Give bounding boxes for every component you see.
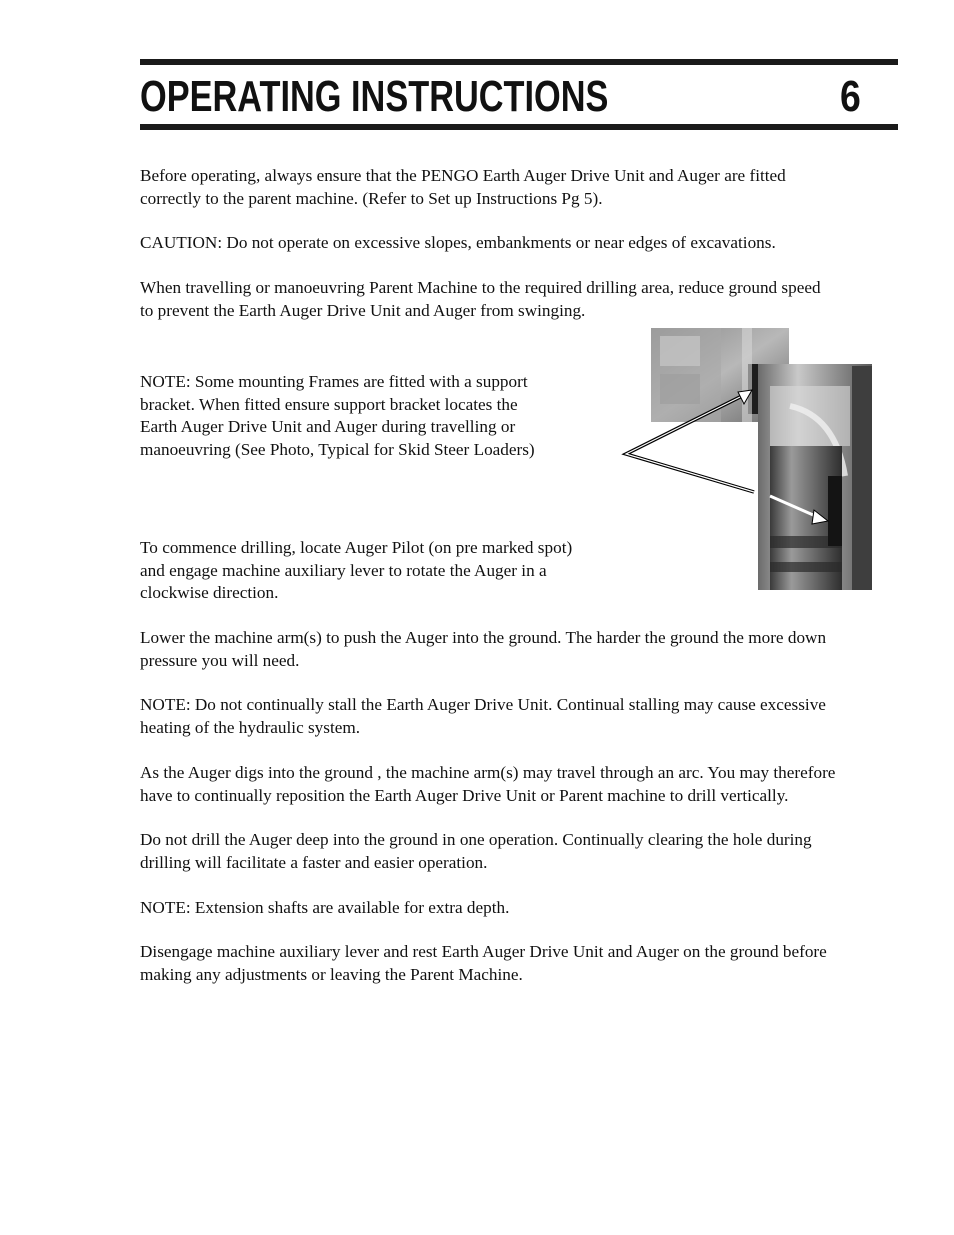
paragraph-line: Earth Auger Drive Unit and Auger during travelling or: [140, 417, 516, 436]
paragraph-line: Before operating, always ensure that the PENGO Earth Auger Drive Unit and Auger are fitted: [140, 166, 786, 185]
paragraph-line: to prevent the Earth Auger Drive Unit and Auger from swinging.: [140, 300, 586, 320]
paragraph-travelling: [140, 277, 821, 322]
paragraph-line: NOTE: Do not continually stall the Earth Auger Drive Unit. Continual stalling may cause excessive: [140, 695, 826, 714]
paragraph-line: heating of the hydraulic system.: [140, 717, 361, 737]
paragraph-line: making any adjustments or leaving the Parent Machine.: [140, 964, 523, 984]
header-rule-bottom: [140, 124, 898, 130]
paragraph-line: bracket. When fitted ensure support bracket locates the: [140, 394, 518, 414]
paragraph-line: have to continually reposition the Earth Auger Drive Unit or Parent machine to drill vertically.: [140, 785, 789, 805]
paragraph-arc-reposition: [140, 762, 835, 807]
paragraph-line: and engage machine auxiliary lever to rotate the Auger in a: [140, 560, 547, 580]
paragraph-line: pressure you will need.: [140, 650, 300, 670]
paragraph-line: To commence drilling, locate Auger Pilot (on pre marked spot): [140, 538, 573, 557]
paragraph-line: correctly to the parent machine. (Refer to Set up Instructions Pg 5).: [140, 188, 603, 208]
paragraph-stall-note: [140, 694, 826, 739]
paragraph-caution: [140, 232, 776, 255]
paragraph-extension-note: [140, 897, 509, 920]
paragraph-fitting-check: [140, 165, 786, 210]
paragraph-disengage: [140, 941, 827, 986]
header-rule-top: [140, 59, 898, 65]
paragraph-line: Lower the machine arm(s) to push the Auger into the ground. The harder the ground the more down: [140, 628, 827, 647]
support-bracket-photo: [620, 326, 880, 592]
paragraph-line: CAUTION: Do not operate on excessive slopes, embankments or near edges of excavations.: [140, 233, 776, 252]
paragraph-line: manoeuvring (See Photo, Typical for Skid Steer Loaders): [140, 439, 535, 459]
paragraph-commence-drilling: [140, 537, 572, 605]
paragraph-line: NOTE: Some mounting Frames are fitted with a support: [140, 372, 528, 391]
paragraph-line: Disengage machine auxiliary lever and rest Earth Auger Drive Unit and Auger on the ground before: [140, 942, 827, 961]
page-number: 6: [840, 72, 861, 121]
paragraph-support-bracket-note: [140, 371, 535, 461]
paragraph-line: When travelling or manoeuvring Parent Machine to the required drilling area, reduce ground speed: [140, 278, 821, 297]
paragraph-clearing-hole: [140, 829, 812, 874]
paragraph-line: drilling will facilitate a faster and easier operation.: [140, 852, 488, 872]
paragraph-line: As the Auger digs into the ground , the machine arm(s) may travel through an arc. You may therefore: [140, 763, 836, 782]
paragraph-line: Do not drill the Auger deep into the ground in one operation. Continually clearing the hole during: [140, 830, 812, 849]
paragraph-line: NOTE: Extension shafts are available for extra depth.: [140, 898, 510, 917]
paragraph-lower-arm: [140, 627, 826, 672]
paragraph-line: clockwise direction.: [140, 583, 279, 602]
page-title: OPERATING INSTRUCTIONS: [140, 72, 609, 121]
